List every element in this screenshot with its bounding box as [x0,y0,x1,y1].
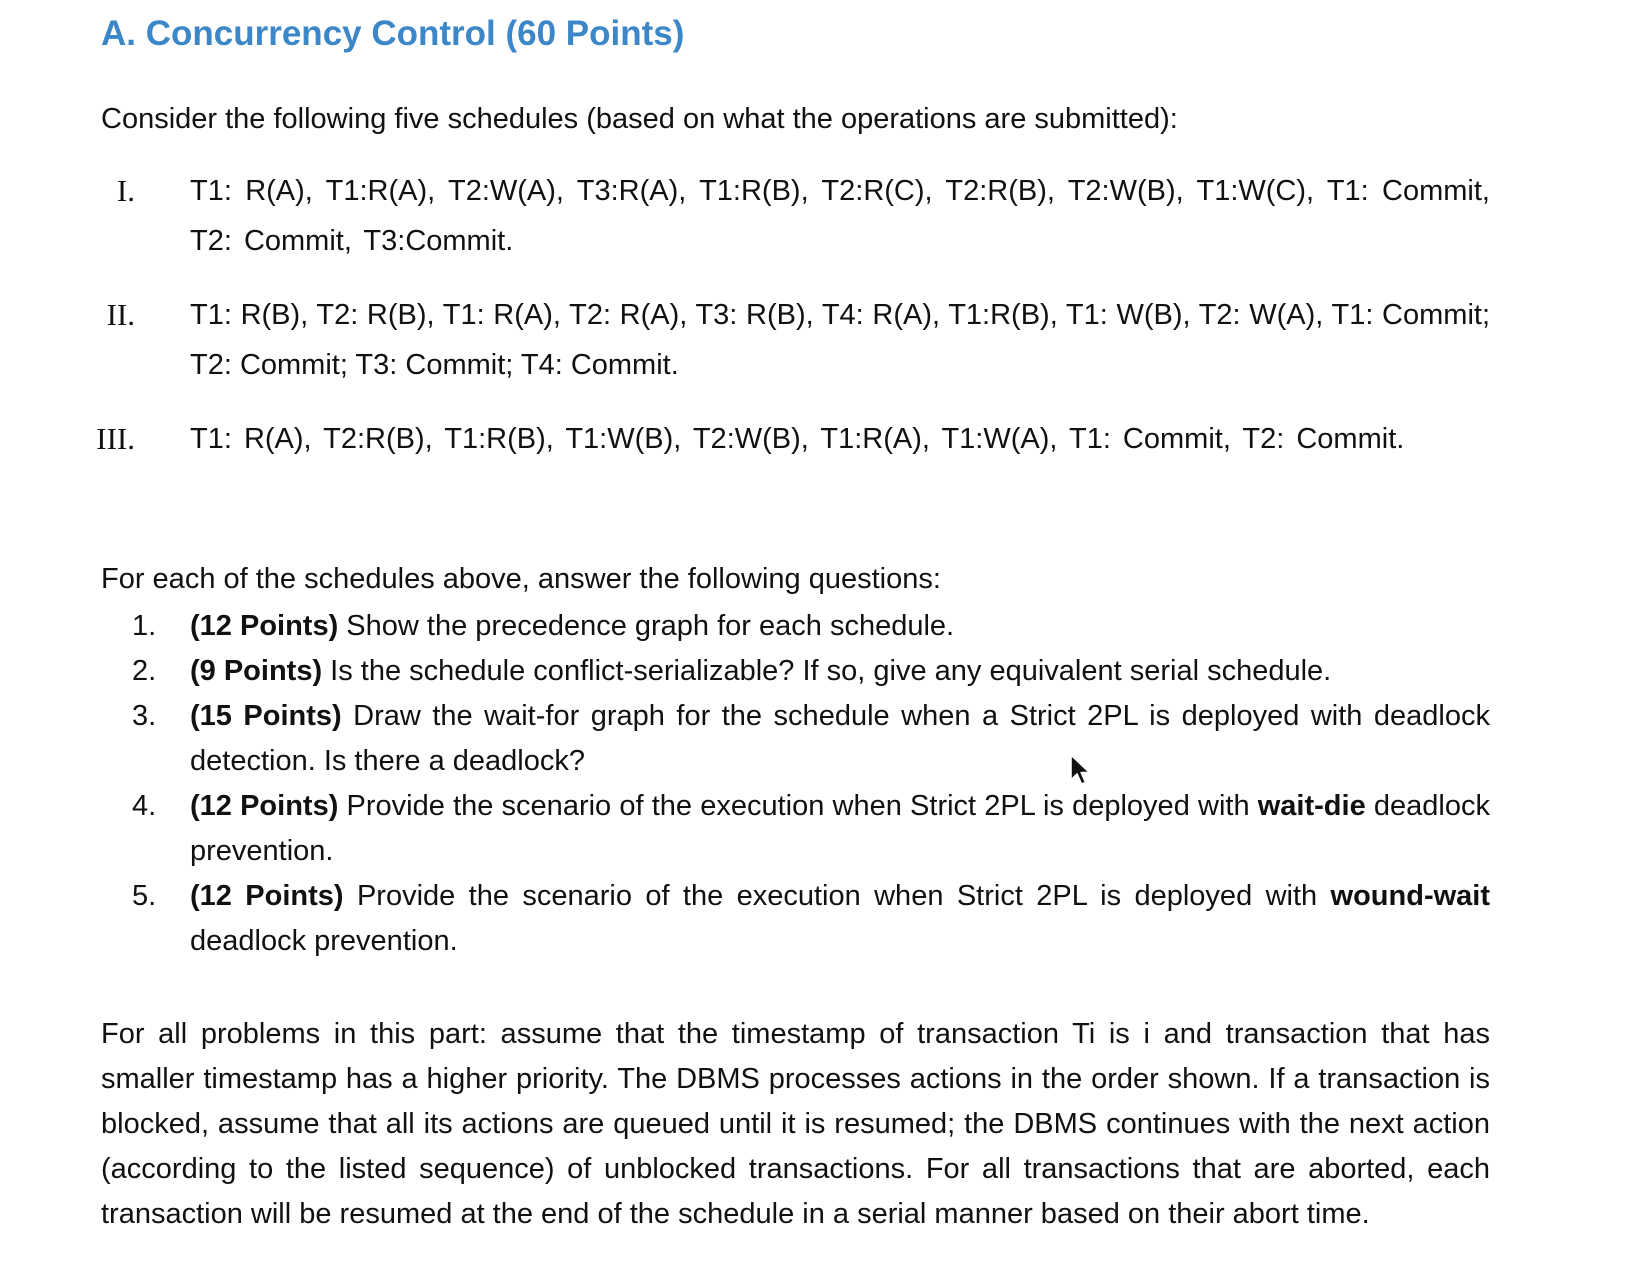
question-text: Is the schedule conflict-serializable? If so, give any equivalent serial schedule. [322,655,1332,687]
question-text-after: deadlock prevention. [190,925,458,957]
questions-list [0,604,1625,964]
question-item [0,784,1625,874]
question-item [0,694,1625,784]
question-text: Draw the wait-for graph for the schedule when a Strict 2PL is deployed with deadlock detection. Is there a deadlock? [190,700,1490,777]
questions-intro: For each of the schedules above, answer the following questions: [101,563,941,595]
schedule-numeral: III. [96,421,135,456]
question-body [190,649,1490,694]
question-number: 3. [132,700,157,732]
schedule-text: T1: R(A), T1:R(A), T2:W(A), T3:R(A), T1:R(B), T2:R(C), T2:R(B), T2:W(B), T1:W(C), T1: Commit, T2: Commit, T3:Commit. [190,175,1490,257]
question-text: Provide the scenario of the execution when Strict 2PL is deployed with [343,880,1331,912]
question-number: 5. [132,880,157,912]
question-text: Provide the scenario of the execution when Strict 2PL is deployed with [338,790,1258,822]
question-points: (12 Points) [190,610,339,642]
question-item [0,649,1625,694]
question-bold-term: wound-wait [1330,880,1491,912]
question-points: (15 Points) [190,700,342,732]
intro-paragraph: Consider the following five schedules (based on what the operations are submitted): [101,103,1178,135]
question-body [190,784,1490,874]
question-item [0,604,1625,649]
question-text-after: deadlock prevention. [190,790,1490,867]
schedule-numeral: II. [106,297,135,332]
question-body [190,604,1490,649]
question-text: Show the precedence graph for each schedule. [338,610,955,642]
question-points: (9 Points) [190,655,323,687]
question-bold-term: wait-die [1257,790,1366,822]
question-number: 1. [132,610,157,642]
question-number: 2. [132,655,157,687]
question-points: (12 Points) [190,790,339,822]
section-heading: A. Concurrency Control (60 Points) [101,14,685,53]
mouse-pointer-icon [1069,753,1095,789]
schedule-text: T1: R(B), T2: R(B), T1: R(A), T2: R(A), T3: R(B), T4: R(A), T1:R(B), T1: W(B), T2: W(A), T1: Commit; T2: Commit; T3: Commit; T4: Commit. [190,299,1490,381]
question-item [0,874,1625,964]
question-body [190,874,1490,964]
schedule-text: T1: R(A), T2:R(B), T1:R(B), T1:W(B), T2:W(B), T1:R(A), T1:W(A), T1: Commit, T2: Commit. [190,423,1405,455]
question-number: 4. [132,790,157,822]
closing-paragraph: For all problems in this part: assume that the timestamp of transaction Ti is i and transaction that has smaller timestamp has a higher priority. The DBMS processes actions in the order shown. If a transaction is blocked, assume that all its actions are queued until it is resumed; the DBMS continues with the next action (according to the listed sequence) of unblocked transactions. For all transactions that are aborted, each transaction will be resumed at the end of the schedule in a serial manner based on their abort time. [101,1018,1490,1230]
schedule-numeral: I. [116,173,135,208]
question-body [190,694,1490,784]
question-points: (12 Points) [190,880,344,912]
